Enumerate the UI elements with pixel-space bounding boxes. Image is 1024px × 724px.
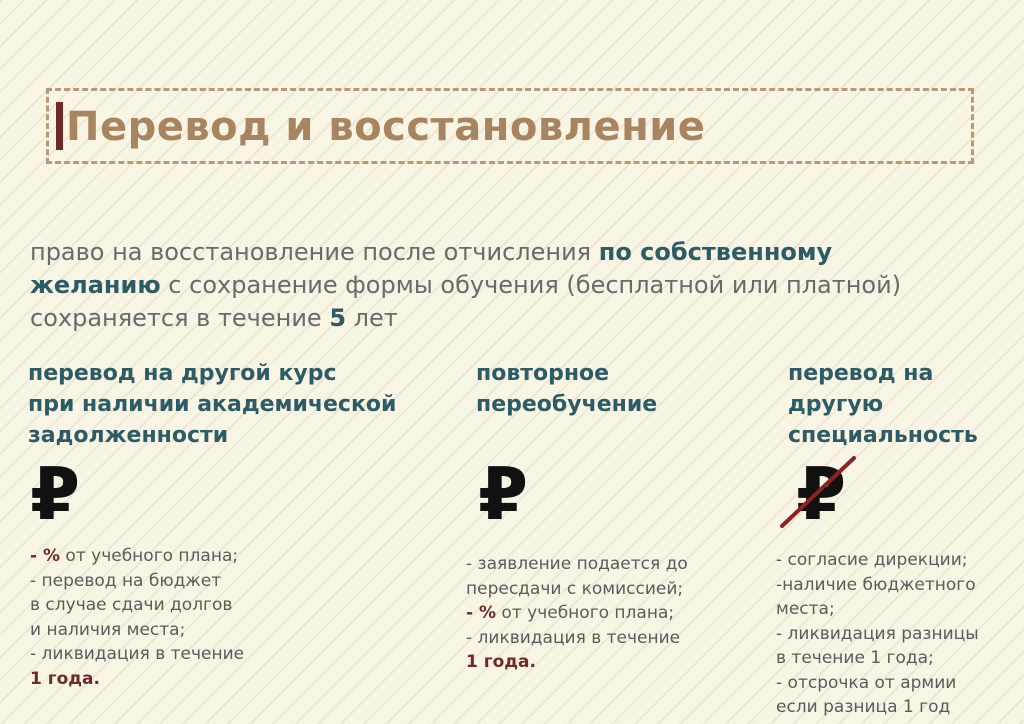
heading-line: перевод на xyxy=(788,361,934,386)
list-item: - перевод на бюджет xyxy=(30,570,222,591)
column-heading-specialty-transfer xyxy=(788,358,978,451)
page-title: Перевод и восстановление xyxy=(66,104,706,150)
conditions-list-retraining xyxy=(466,552,688,675)
ruble-icon: ₽ xyxy=(796,452,847,536)
list-item: - ликвидация в течение xyxy=(30,644,245,664)
heading-line: задолженности xyxy=(28,423,229,448)
intro-highlight-1: по собственному xyxy=(598,238,833,266)
heading-line: перевод на другой курс xyxy=(28,361,337,386)
heading-line: специальность xyxy=(788,423,978,448)
intro-paragraph xyxy=(30,236,1010,335)
intro-text-4: лет xyxy=(346,304,398,332)
list-item: в течение 1 года; xyxy=(776,648,934,668)
intro-years-number: 5 xyxy=(329,304,347,332)
column-heading-retraining xyxy=(476,358,657,420)
heading-line: повторное xyxy=(476,361,610,386)
conditions-list-specialty-transfer xyxy=(776,548,979,720)
ruble-icon: ₽ xyxy=(478,452,529,536)
heading-line: при наличии академической xyxy=(28,392,397,417)
list-item: - ликвидация разницы xyxy=(776,623,979,644)
list-item: в случае сдачи долгов xyxy=(30,595,233,615)
intro-text-2: с сохранение формы обучения (бесплатной или платной) xyxy=(160,271,902,299)
heading-line: переобучение xyxy=(476,392,658,417)
list-item: 1 года. xyxy=(30,668,100,689)
ruble-icon: ₽ xyxy=(30,452,81,536)
list-item: -наличие бюджетного xyxy=(776,574,976,595)
list-item: и наличия места; xyxy=(30,619,186,640)
strikethrough-icon xyxy=(778,452,860,536)
title-accent-bar xyxy=(56,102,63,150)
list-item: - % от учебного плана; xyxy=(30,546,239,566)
list-item: места; xyxy=(776,599,835,619)
list-item: пересдачи с комиссией; xyxy=(466,578,684,599)
list-item: 1 года. xyxy=(466,652,536,672)
list-item: - отсрочка от армии xyxy=(776,672,957,693)
list-item: если разница 1 год xyxy=(776,697,951,717)
intro-text-1: право на восстановление после отчисления xyxy=(30,238,599,266)
heading-line: другую xyxy=(788,392,884,417)
list-item: - % от учебного плана; xyxy=(466,603,675,623)
intro-text-3: сохраняется в течение xyxy=(30,304,330,332)
intro-highlight-2: желанию xyxy=(30,271,161,299)
list-item: - ликвидация в течение xyxy=(466,627,681,648)
list-item: - согласие дирекции; xyxy=(776,550,968,570)
conditions-list-course-transfer xyxy=(30,544,244,691)
column-heading-course-transfer xyxy=(28,358,396,451)
list-item: - заявление подается до xyxy=(466,554,688,574)
